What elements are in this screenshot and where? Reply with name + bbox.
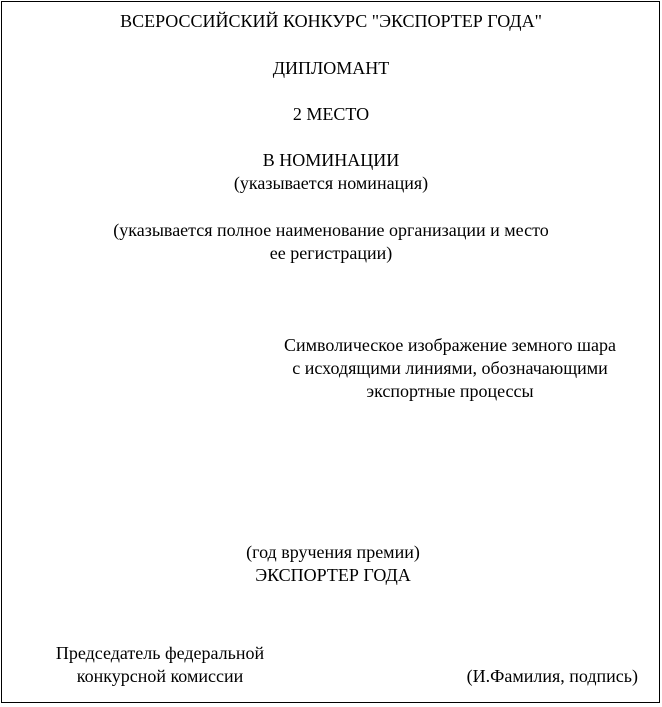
award-year-placeholder: (год вручения премии) bbox=[246, 542, 420, 562]
globe-description-line-2: с исходящими линиями, обозначающими bbox=[292, 358, 608, 378]
place-label: 2 МЕСТО bbox=[292, 104, 370, 124]
award-title: ЭКСПОРТЕР ГОДА bbox=[255, 565, 411, 585]
contest-title: ВСЕРОССИЙСКИЙ КОНКУРС "ЭКСПОРТЕР ГОДА" bbox=[120, 11, 542, 31]
nomination-placeholder: (указывается номинация) bbox=[233, 173, 429, 193]
signature-placeholder: (И.Фамилия, подпись) bbox=[466, 666, 638, 686]
chairman-label-line-2: конкурсной комиссии bbox=[76, 666, 244, 686]
nomination-label: В НОМИНАЦИИ bbox=[262, 150, 400, 170]
globe-description-line-3: экспортные процессы bbox=[366, 381, 534, 401]
diploma-label: ДИПЛОМАНТ bbox=[272, 58, 390, 78]
organization-placeholder-line-1: (указывается полное наименование организации и место bbox=[113, 220, 549, 240]
organization-placeholder-line-2: ее регистрации) bbox=[269, 243, 393, 263]
chairman-label-line-1: Председатель федеральной bbox=[55, 643, 265, 663]
globe-description-line-1: Символическое изображение земного шара bbox=[284, 335, 616, 355]
